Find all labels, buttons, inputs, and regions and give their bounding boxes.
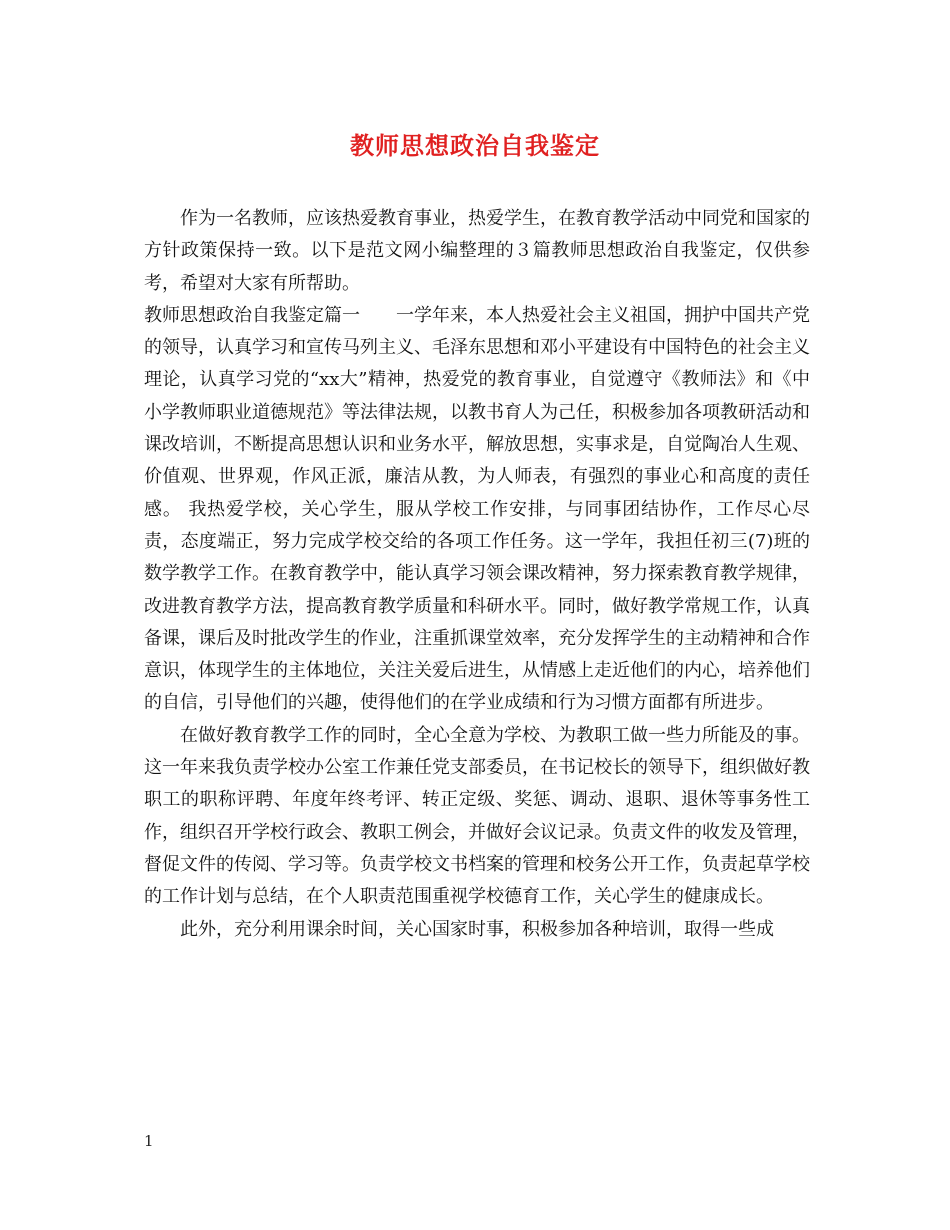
document-body [144, 203, 810, 946]
paragraph-office-work: 在做好教育教学工作的同时，全心全意为学校、为教职工做一些力所能及的事。这一年来我负责学校办公室工作兼任党支部委员，在书记校长的领导下，组织做好教职工的职称评聘、年度年终考评、转正定级、奖惩、调动、退职、退休等事务性工作，组织召开学校行政会、教职工例会，并做好会议记录。负责文件的收发及管理，督促文件的传阅、学习等。负责学校文书档案的管理和校务公开工作，负责起草学校的工作计划与总结，在个人职责范围重视学校德育工作，关心学生的健康成长。 [144, 724, 810, 908]
paragraph-section-one: 教师思想政治自我鉴定篇一 一学年来，本人热爱社会主义祖国，拥护中国共产党的领导，认真学习和宣传马列主义、毛泽东思想和邓小平建设有中国特色的社会主义理论，认真学习党的“xx大”精神，热爱党的教育事业，自觉遵守《教师法》和《中小学教师职业道德规范》等法律法规，以教书育人为己任，积极参加各项教研活动和课改培训，不断提高思想认识和业务水平，解放思想，实事求是，自觉陶冶人生观、价值观、世界观，作风正派，廉洁从教，为人师表，有强烈的事业心和高度的责任感。 我热爱学校，关心学生，服从学校工作安排，与同事团结协作，工作尽心尽责，态度端正，努力完成学校交给的各项工作任务。这一学年，我担任初三(7)班的数学教学工作。在教育教学中，能认真学习领会课改精神，努力探索教育教学规律，改进教育教学方法，提高教育教学质量和科研水平。同时，做好教学常规工作，认真备课，课后及时批改学生的作业，注重抓课堂效率，充分发挥学生的主动精神和合作意识，体现学生的主体地位，关注关爱后进生，从情感上走近他们的内心，培养他们的自信，引导他们的兴趣，使得他们的在学业成绩和行为习惯方面都有所进步。 [144, 304, 810, 714]
document-title: 教师思想政治自我鉴定 [350, 131, 600, 160]
paragraph-additional: 此外，充分利用课余时间，关心国家时事，积极参加各种培训，取得一些成 [180, 918, 774, 940]
page-number: 1 [144, 1132, 154, 1150]
paragraph-intro: 作为一名教师，应该热爱教育事业，热爱学生，在教育教学活动中同党和国家的方针政策保持一致。以下是范文网小编整理的３篇教师思想政治自我鉴定，仅供参考，希望对大家有所帮助。 [144, 208, 810, 294]
